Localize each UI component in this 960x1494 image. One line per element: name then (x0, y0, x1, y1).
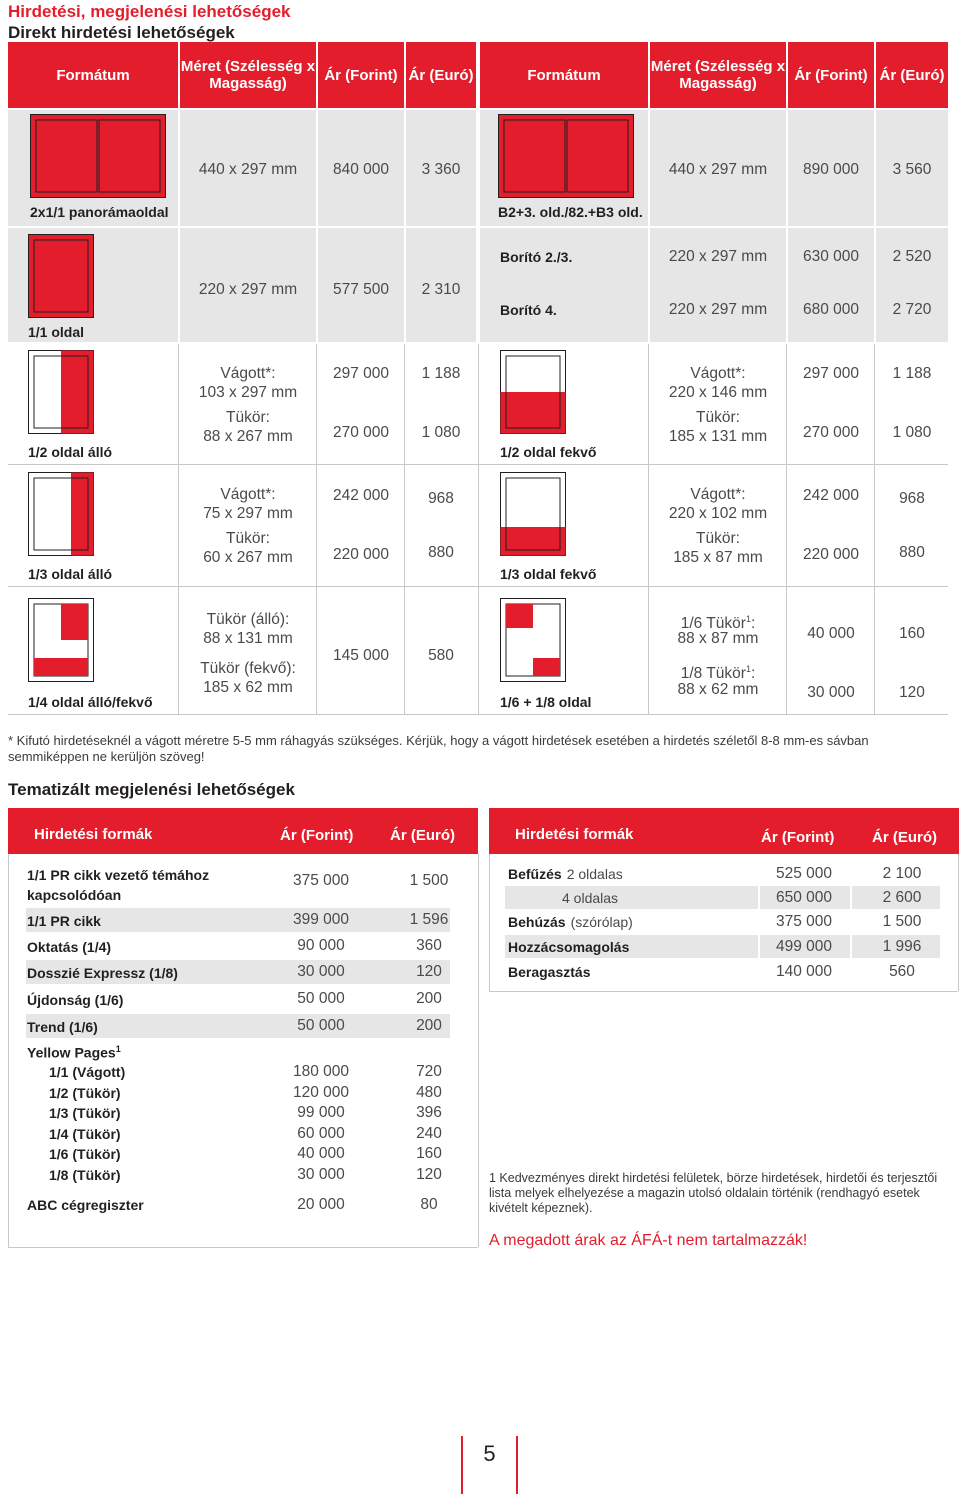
page-number-line-right (516, 1436, 518, 1494)
yellow-pages-item-eur: 240 (416, 1124, 442, 1142)
table-row-huf: 30 000 (297, 963, 345, 980)
abc-eur: 80 (420, 1196, 438, 1213)
col-sep (850, 856, 852, 989)
eur1-sixth: 160 (899, 625, 925, 642)
b-label-quarter: Tükör (fekvő): (200, 660, 296, 677)
huf-b2: 890 000 (802, 161, 860, 178)
left-col-eur: Ár (Euró) (390, 827, 455, 844)
left-table-header (8, 808, 478, 854)
table-row-label (508, 964, 591, 980)
table-row-eur: 560 (889, 963, 915, 980)
table-row-huf: 90 000 (297, 937, 345, 954)
col-size-right: Méret (Szélesség x Magasság) (650, 42, 786, 108)
right-col-eur: Ár (Euró) (872, 829, 937, 846)
cut-label-half-v: Vágott*: (220, 365, 276, 382)
cut-size-half-v: 103 x 297 mm (198, 384, 298, 401)
mirror-size-half-h: 185 x 131 mm (668, 428, 768, 445)
col-eur-right: Ár (Euró) (876, 42, 948, 108)
table-row-eur: 120 (416, 963, 442, 980)
huf-quarter: 145 000 (332, 647, 390, 664)
size-cover4: 220 x 297 mm (668, 301, 768, 318)
row-label-cover4: Borító 4. (500, 302, 557, 318)
table-row-label-sub: 4 oldalas (562, 890, 619, 906)
yellow-pages-item-eur: 120 (416, 1165, 442, 1183)
yellow-pages-item-label: 1/8 (Tükör) (49, 1166, 121, 1183)
table-row-huf: 399 000 (292, 911, 350, 928)
abc-label: ABC cégregiszter (27, 1197, 144, 1213)
huf2-half-h: 270 000 (802, 424, 860, 441)
yellow-pages-item-huf: 60 000 (297, 1124, 345, 1142)
table-row-label-main: Behúzás (508, 914, 566, 930)
b-size-sixth: 88 x 62 mm (677, 681, 759, 698)
huf2-sixth: 30 000 (807, 684, 855, 701)
eur1-half-h: 1 188 (892, 365, 932, 382)
row-label-sixth: 1/6 + 1/8 oldal (500, 694, 592, 710)
huf-full: 577 500 (332, 281, 390, 298)
b-sup-sixth: 1 (745, 664, 751, 674)
eur-cover4: 2 720 (892, 301, 932, 318)
huf1-third-h: 242 000 (802, 487, 860, 504)
row-band (480, 228, 948, 342)
table-row-eur: 1 500 (409, 872, 449, 889)
eur2-sixth: 120 (899, 684, 925, 701)
table-row-huf: 650 000 (775, 889, 833, 906)
a-label-sixth-text: 1/6 Tükör (680, 615, 746, 633)
footnote-bleed: * Kifutó hirdetéseknél a vágott méretre 5-5 mm ráhagyás szükséges. Kérjük, hogy a vágott hirdetések esetében a hirdetés széletől 8-8 mm-es sávban semmiképpen ne kerüljön szöveg! (8, 733, 869, 764)
row-label-quarter: 1/4 oldal álló/fekvő (28, 694, 153, 710)
a-label-quarter: Tükör (álló): (206, 611, 290, 628)
yellow-pages-item-eur: 480 (416, 1083, 442, 1101)
table-row-label (508, 866, 623, 882)
cut-size-third-v: 75 x 297 mm (203, 505, 293, 522)
eur-full: 2 310 (421, 281, 461, 298)
size-cover23: 220 x 297 mm (668, 248, 768, 265)
size-panorama: 440 x 297 mm (198, 161, 298, 178)
b-label-sixth: 1/8 Tükör$^1$: (680, 664, 756, 683)
table-row-label: 1/1 PR cikk (27, 913, 101, 929)
half-horizontal-icon (500, 350, 566, 434)
third-vertical-icon (28, 472, 94, 556)
huf2-third-h: 220 000 (802, 546, 860, 563)
row-label-cover23: Borító 2./3. (500, 249, 573, 265)
table-row-label: 1/1 PR cikk vezető témához kapcsolódóan (27, 867, 210, 903)
cut-size-third-h: 220 x 102 mm (668, 505, 768, 522)
section-title-direct: Direkt hirdetési lehetőségek (8, 23, 235, 42)
col-size-left: Méret (Szélesség x Magasság) (180, 42, 316, 108)
right-col-form: Hirdetési formák (515, 826, 634, 843)
table-row-label (508, 890, 618, 906)
table-row-huf: 525 000 (775, 865, 833, 882)
right-col-huf: Ár (Forint) (761, 829, 835, 846)
yellow-pages-item-label: 1/4 (Tükör) (49, 1125, 121, 1142)
table-row-huf: 50 000 (297, 990, 345, 1007)
row-label-half-h: 1/2 oldal fekvő (500, 444, 597, 460)
vat-note: A megadott árak az ÁFÁ-t nem tartalmazzák! (489, 1232, 808, 1249)
table-row-eur: 200 (416, 990, 442, 1007)
huf1-third-v: 242 000 (332, 487, 390, 504)
mirror-label-third-v: Tükör: (226, 530, 270, 547)
right-table-header (489, 808, 959, 854)
eur1-half-v: 1 188 (421, 365, 461, 382)
yellow-pages-item-huf: 120 000 (292, 1083, 350, 1101)
table-row-eur: 200 (416, 1017, 442, 1034)
yellow-pages-item-label: 1/1 (Vágott) (49, 1064, 126, 1080)
panorama-icon (30, 114, 166, 198)
yellow-pages-item-eur: 396 (416, 1104, 442, 1121)
left-col-form: Hirdetési formák (34, 826, 153, 843)
row-label-half-v: 1/2 oldal álló (28, 444, 113, 460)
huf-panorama: 840 000 (332, 161, 390, 178)
b-label-sixth-text: 1/8 Tükör (680, 665, 746, 683)
col-format-right: Formátum (480, 42, 648, 108)
table-row-label (508, 914, 633, 930)
table-row-label (508, 939, 629, 955)
third-horizontal-icon (500, 472, 566, 556)
eur2-third-v: 880 (428, 544, 454, 561)
table-row-huf: 140 000 (775, 963, 833, 980)
table-row-huf: 375 000 (292, 872, 350, 889)
eur2-half-v: 1 080 (421, 424, 461, 441)
cut-size-half-h: 220 x 146 mm (668, 384, 768, 401)
a-size-sixth: 88 x 87 mm (677, 630, 759, 647)
a-sup-sixth: 1 (745, 614, 751, 624)
table-row-huf: 375 000 (775, 913, 833, 930)
huf1-half-v: 297 000 (332, 365, 390, 382)
page-title: Hirdetési, megjelenési lehetőségek (8, 2, 291, 21)
b-size-quarter: 185 x 62 mm (203, 679, 293, 696)
huf1-sixth: 40 000 (807, 625, 855, 642)
yellow-pages-item-label: 1/2 (Tükör) (49, 1084, 121, 1101)
row-label-panorama: 2x1/1 panorámaoldal (30, 204, 169, 220)
mirror-label-half-h: Tükör: (696, 409, 740, 426)
cut-label-third-h: Vágott*: (690, 486, 746, 503)
table-row-label: Újdonság (1/6) (27, 992, 124, 1008)
cut-label-half-h: Vágott*: (690, 365, 746, 382)
cut-label-third-v: Vágott*: (220, 486, 276, 503)
col-eur-left: Ár (Euró) (406, 42, 476, 108)
a-size-quarter: 88 x 131 mm (203, 630, 293, 647)
yellow-pages-item-huf: 40 000 (297, 1145, 345, 1162)
eur2-third-h: 880 (899, 544, 925, 561)
yellow-pages-item-eur: 160 (416, 1145, 442, 1162)
mirror-size-third-h: 185 x 87 mm (673, 549, 763, 566)
huf2-third-v: 220 000 (332, 546, 390, 563)
a-label-sixth: 1/6 Tükör$^1$: (680, 614, 756, 633)
table-row-label: Dosszié Expressz (1/8) (27, 965, 178, 981)
eur-quarter: 580 (428, 647, 454, 664)
size-full: 220 x 297 mm (198, 281, 298, 298)
row-label-third-v: 1/3 oldal álló (28, 566, 113, 582)
full-page-icon (28, 234, 94, 318)
table-row-label-main: Befűzés (508, 866, 562, 882)
footnote-discount: 1 Kedvezményes direkt hirdetési felületek, börze hirdetések, hirdetői és terjesztői lista melyek elhelyezése a magazin utolsó oldalain történik (rendhagyó esetek kivételt képeznek). (489, 1171, 938, 1215)
mirror-size-half-v: 88 x 267 mm (203, 428, 293, 445)
yellow-pages-item-huf: 180 000 (292, 1063, 350, 1080)
col-sep (758, 856, 760, 989)
eur1-third-v: 968 (428, 490, 454, 507)
yellow-pages-label: Yellow Pages$^1$ (27, 1044, 121, 1061)
eur-panorama: 3 360 (421, 161, 461, 178)
table-row-label: Oktatás (1/4) (27, 939, 112, 955)
eur2-half-h: 1 080 (892, 424, 932, 441)
table-row-eur: 360 (416, 937, 442, 954)
row-label-full: 1/1 oldal (28, 324, 85, 340)
table-row-label: Trend (1/6) (27, 1019, 98, 1035)
huf1-half-h: 297 000 (802, 365, 860, 382)
table-row-eur: 2 600 (882, 889, 922, 906)
yellow-pages-item-eur: 720 (416, 1063, 442, 1080)
table-row-eur: 2 100 (882, 865, 922, 882)
col-huf-left: Ár (Forint) (318, 42, 404, 108)
section-title-thematic: Tematizált megjelenési lehetőségek (8, 780, 295, 799)
page-number: 5 (483, 1441, 496, 1466)
table-row-label-main: Beragasztás (508, 964, 591, 980)
table-row-label-sub: (szórólap) (570, 914, 633, 930)
mirror-label-third-h: Tükör: (696, 530, 740, 547)
table-row-eur: 1 500 (882, 913, 922, 930)
table-row-huf: 50 000 (297, 1017, 345, 1034)
mirror-label-half-v: Tükör: (226, 409, 270, 426)
table-row-huf: 499 000 (775, 938, 833, 955)
eur1-third-h: 968 (899, 490, 925, 507)
huf2-half-v: 270 000 (332, 424, 390, 441)
table-row-eur: 1 996 (882, 938, 922, 955)
yellow-pages-item-label: 1/6 (Tükör) (49, 1146, 121, 1162)
spread-icon (498, 114, 634, 198)
eur-b2: 3 560 (892, 161, 932, 178)
yellow-pages-item-huf: 99 000 (297, 1104, 345, 1121)
row-label-b2: B2+3. old./82.+B3 old. (498, 204, 643, 220)
sixth-eighth-icon (500, 598, 566, 682)
abc-huf: 20 000 (297, 1196, 345, 1213)
half-vertical-icon (28, 350, 94, 434)
left-col-huf: Ár (Forint) (280, 827, 354, 844)
yellow-pages-item-huf: 30 000 (297, 1165, 345, 1183)
yellow-pages-sup: 1 (115, 1044, 121, 1054)
huf-cover23: 630 000 (802, 248, 860, 265)
huf-cover4: 680 000 (802, 301, 860, 318)
col-format-left: Formátum (8, 42, 178, 108)
yellow-pages-item-label: 1/3 (Tükör) (49, 1105, 121, 1121)
table-row-label-sub: 2 oldalas (566, 866, 623, 882)
eur-cover23: 2 520 (892, 248, 932, 265)
row-label-third-h: 1/3 oldal fekvő (500, 566, 597, 582)
table-row-eur: 1 596 (409, 911, 449, 928)
quarter-page-icon (28, 598, 94, 682)
mirror-size-third-v: 60 x 267 mm (203, 549, 293, 566)
size-b2: 440 x 297 mm (668, 161, 768, 178)
table-row-label-main: Hozzácsomagolás (508, 939, 630, 955)
col-huf-right: Ár (Forint) (788, 42, 874, 108)
